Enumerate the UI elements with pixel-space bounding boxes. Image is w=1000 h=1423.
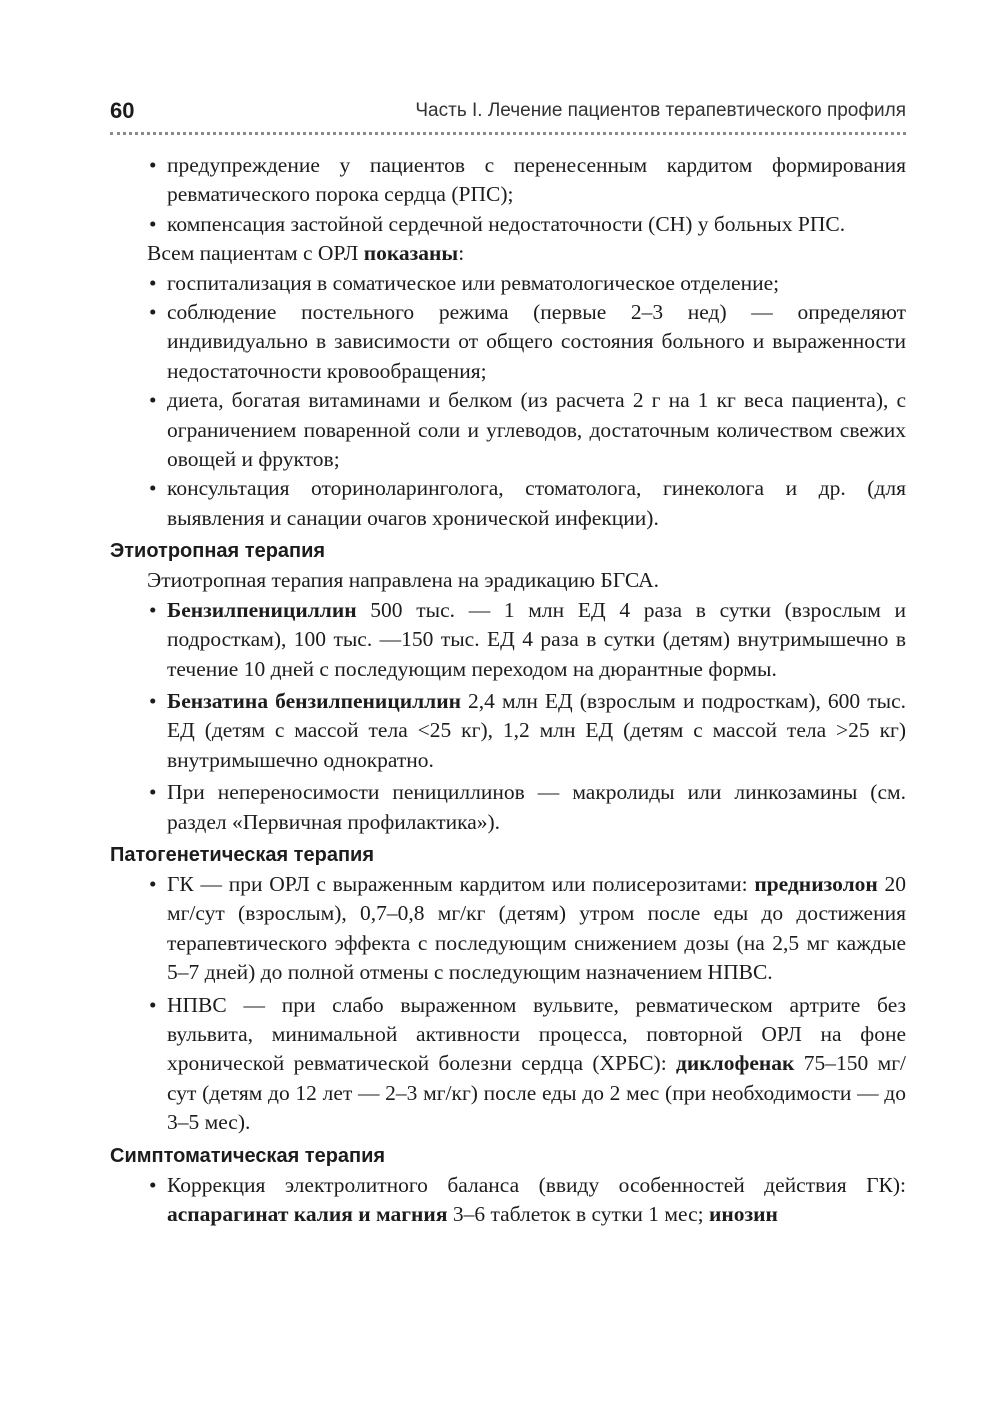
indicated-paragraph xyxy=(110,239,906,268)
list-item: • предупреждение у пациентов с перенесенным кардитом формирования ревматического порока сердца (РПС); xyxy=(110,151,906,210)
page-header xyxy=(110,96,906,135)
list-item: • соблюдение постельного режима (первые 2–3 нед) — определяют индивидуально в зависимости от общего состояния больного и выраженности недостаточности кровообращения; xyxy=(110,298,906,386)
item-text: 500 тыс. — 1 млн ЕД 4 раза в сутки (взрослым и подросткам), 100 тыс. —150 тыс. ЕД 4 раза в сутки (детям) внутримышечно в течение 10 дней с последующим переходом на дюрантные формы. xyxy=(167,597,906,681)
symptomatic-list xyxy=(110,1171,906,1230)
item-text: НПВС — при слабо выраженном вульвите, ревматическом артрите без вульвита, минимальной активности процесса, повторной ОРЛ на фоне хронической ревматической болезни сердца (ХРБС): xyxy=(167,992,906,1076)
page-content xyxy=(110,151,906,1229)
drug-name: инозин xyxy=(708,1202,778,1226)
list-item xyxy=(110,687,906,775)
item-text: 2,4 млн ЕД (взрослым и подросткам), 600 тыс. ЕД (детям с массой тела <25 кг), 1,2 млн ЕД (детям с массой тела >25 кг) внутримышечно однократно. xyxy=(167,688,907,772)
drug-name: Бензатина бензилпенициллин xyxy=(167,688,461,713)
item-text: Коррекция электролитного баланса (ввиду особенностей действия ГК): xyxy=(167,1172,906,1197)
indicated-bold: показаны xyxy=(363,241,459,266)
list-item: • компенсация застойной сердечной недостаточности (СН) у больных РПС. xyxy=(110,210,906,239)
section-heading-symptomatic: Симптоматическая терапия xyxy=(110,1144,386,1167)
list-item xyxy=(110,1171,906,1230)
drug-name: преднизолон xyxy=(754,871,878,896)
list-item: • консультация оториноларинголога, стоматолога, гинеколога и др. (для выявления и санации очагов хронической инфекции). xyxy=(110,474,906,533)
item-text: 20 мг/сут (взрослым), 0,7–0,8 мг/кг (детям) утром после еды до достижения терапевтического эффекта с последующим снижением дозы (на 2,5 мг каждые 5–7 дней) до полной отмены с последующим назначением НПВС. xyxy=(167,871,906,985)
running-title: Часть I. Лечение пациентов терапевтического профиля xyxy=(415,100,906,121)
list-item xyxy=(110,596,906,684)
drug-name: диклофенак xyxy=(676,1051,795,1076)
section-heading-pathogenetic: Патогенетическая терапия xyxy=(110,843,374,866)
indicated-lead: Всем пациентам с ОРЛ xyxy=(147,241,364,266)
list-item xyxy=(110,870,906,988)
pathogenetic-list xyxy=(110,870,906,1138)
item-text: 75–150 мг/сут (детям до 12 лет — 2–3 мг/кг) после еды до 2 мес (при необходимости — до 3–5 мес). xyxy=(167,1051,906,1135)
item-text: 3–6 таблеток в сутки 1 мес; xyxy=(447,1202,709,1226)
list-item: • диета, богатая витаминами и белком (из расчета 2 г на 1 кг веса пациента), с ограничением поваренной соли и углеводов, достаточным количеством свежих овощей и фруктов; xyxy=(110,386,906,474)
indicated-list xyxy=(110,269,906,534)
list-item xyxy=(110,991,906,1138)
item-text: ГК — при ОРЛ с выраженным кардитом или полисерозитами: xyxy=(167,871,755,896)
section-heading-etiotropic: Этиотропная терапия xyxy=(110,540,326,563)
drug-name: Бензилпенициллин xyxy=(167,597,357,622)
list-item: • При непереносимости пенициллинов — макролиды или линкозамины (см. раздел «Первичная профилактика»). xyxy=(110,778,906,837)
indicated-tail: : xyxy=(458,241,465,266)
list-item: • госпитализация в соматическое или ревматологическое отделение; xyxy=(110,269,906,298)
drug-name: аспарагинат калия и магния xyxy=(167,1202,448,1226)
etiotropic-list xyxy=(110,596,906,837)
goals-list xyxy=(110,151,906,239)
page-number: 60 xyxy=(110,98,135,123)
etiotropic-intro: Этиотропная терапия направлена на эрадикацию БГСА. xyxy=(147,568,660,593)
